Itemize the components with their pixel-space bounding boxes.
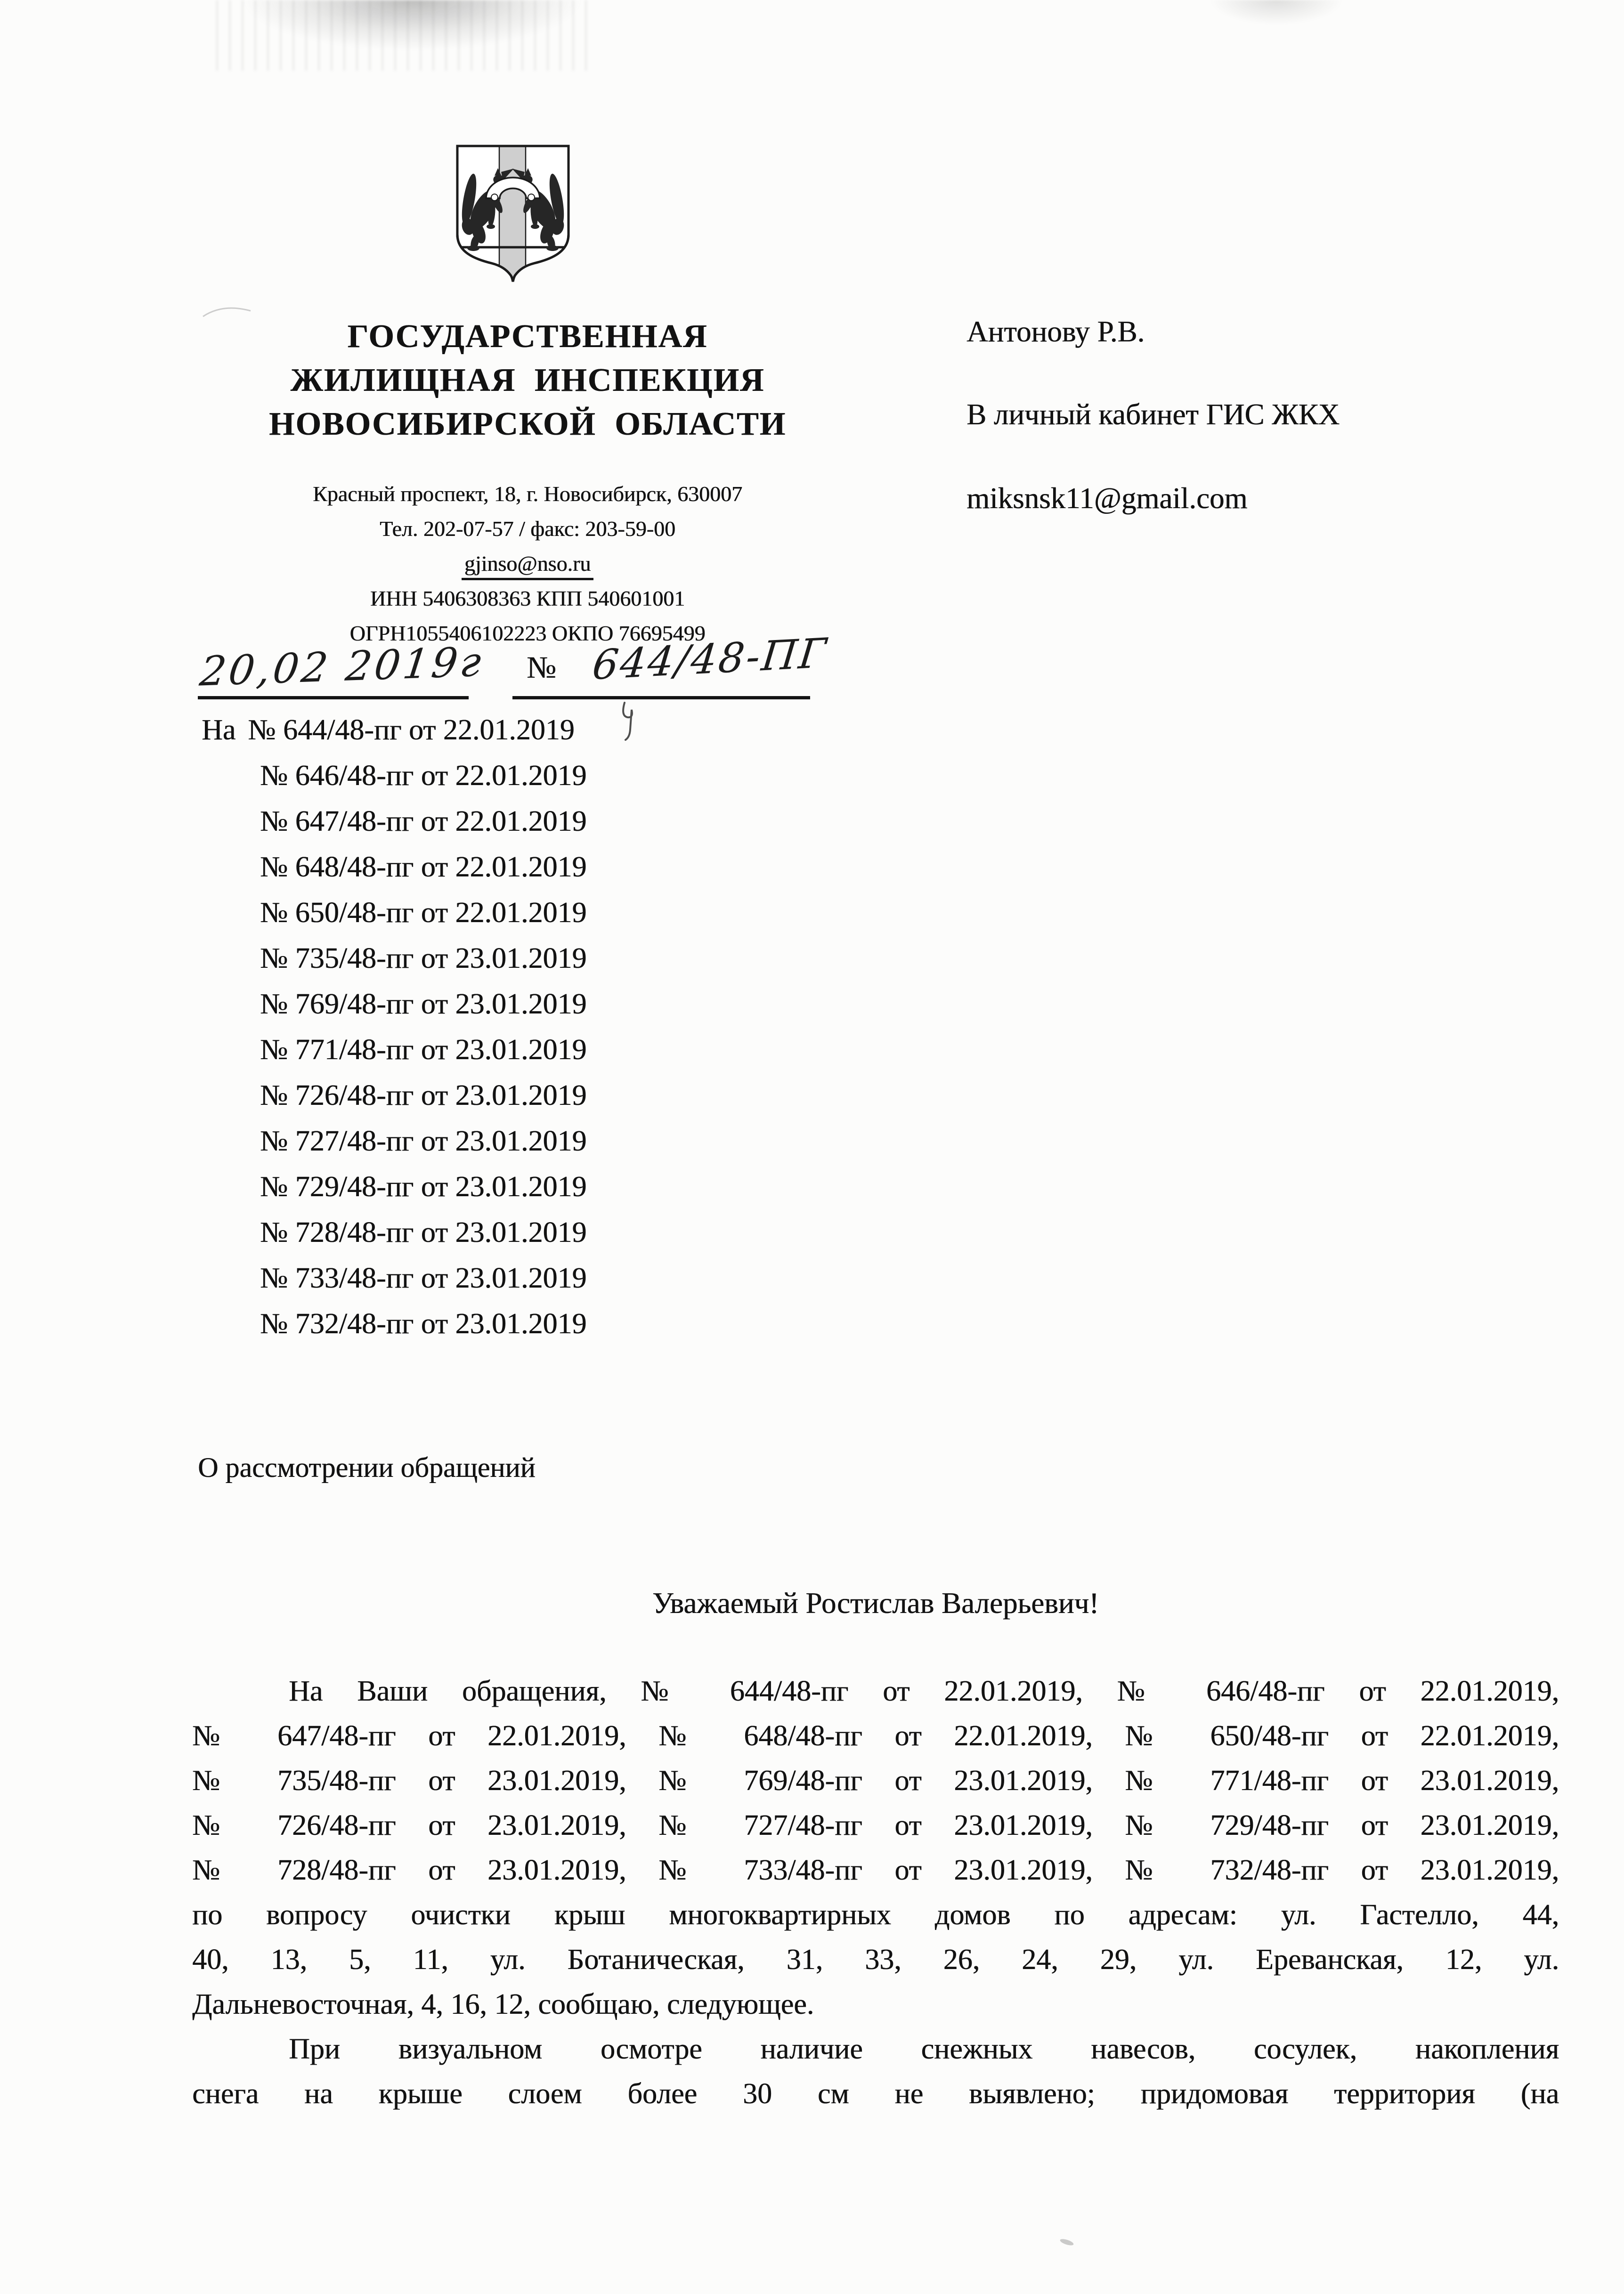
org-phone: Тел. 202-07-57 / факс: 203-59-00 xyxy=(380,517,675,541)
reference-number: № 726/48-пг от 23.01.2019 xyxy=(260,1079,587,1111)
reference-number: № 728/48-пг от 23.01.2019 xyxy=(260,1216,587,1248)
reference-number: № 644/48-пг от 22.01.2019 xyxy=(248,714,575,746)
reference-line xyxy=(202,1164,586,1210)
scan-smudge xyxy=(217,0,593,71)
number-sign: № xyxy=(527,650,556,685)
org-ogrn-okpo: ОГРН1055406102223 ОКПО 76695499 xyxy=(349,621,706,645)
reference-number: № 735/48-пг от 23.01.2019 xyxy=(260,942,587,974)
org-address: Красный проспект, 18, г. Новосибирск, 630007 xyxy=(312,482,743,506)
org-name-line: ГОСУДАРСТВЕННАЯ xyxy=(347,318,708,355)
reference-line xyxy=(202,799,586,844)
org-email: gjinso@nso.ru xyxy=(462,552,594,580)
body-line: № 726/48-пг от 23.01.2019, № 727/48-пг от 23.01.2019, № 729/48-пг от 23.01.2019, xyxy=(192,1809,1559,1841)
handwritten-mark xyxy=(618,700,651,742)
org-name-line: НОВОСИБИРСКОЙ ОБЛАСТИ xyxy=(268,406,787,442)
recipient-name: Антонову Р.В. xyxy=(966,315,1145,348)
reference-line xyxy=(202,936,586,981)
subject-line: О рассмотрении обращений xyxy=(198,1452,536,1483)
body-line: по вопросу очистки крыш многоквартирных домов по адресам: ул. Гастелло, 44, xyxy=(192,1899,1559,1931)
recipient-delivery-channel: В личный кабинет ГИС ЖКХ xyxy=(966,398,1340,431)
reference-number: № 650/48-пг от 22.01.2019 xyxy=(260,897,587,929)
letterhead-contacts xyxy=(160,477,895,651)
number-underline xyxy=(512,696,810,699)
org-email-line xyxy=(160,546,895,581)
reference-line xyxy=(202,1073,586,1119)
body-line: № 728/48-пг от 23.01.2019, № 733/48-пг от 23.01.2019, № 732/48-пг от 23.01.2019, xyxy=(192,1854,1559,1886)
reference-line xyxy=(202,707,586,753)
org-inn-kpp: ИНН 5406308363 КПП 540601001 xyxy=(370,586,685,610)
reference-line xyxy=(202,844,586,890)
reference-line xyxy=(202,1301,586,1347)
reference-number: № 729/48-пг от 23.01.2019 xyxy=(260,1171,587,1203)
reference-line xyxy=(202,981,586,1027)
scan-smudge xyxy=(1196,0,1356,33)
org-name xyxy=(160,315,895,446)
reference-number: № 727/48-пг от 23.01.2019 xyxy=(260,1125,587,1157)
reference-prefix: На xyxy=(202,714,236,746)
reference-number: № 648/48-пг от 22.01.2019 xyxy=(260,851,587,883)
handwritten-outgoing-number: 644/48-ПГ xyxy=(590,629,830,689)
coat-of-arms-icon xyxy=(454,143,572,284)
body-line: снега на крыше слоем более 30 см не выявлено; придомовая территория (на xyxy=(192,2078,1559,2110)
reference-line xyxy=(202,753,586,799)
body-line: № 647/48-пг от 22.01.2019, № 648/48-пг от 22.01.2019, № 650/48-пг от 22.01.2019, xyxy=(192,1720,1559,1752)
reference-line xyxy=(202,1027,586,1073)
reference-number: № 771/48-пг от 23.01.2019 xyxy=(260,1034,587,1066)
date-underline xyxy=(198,696,469,699)
scan-speck xyxy=(1059,2238,1074,2247)
reference-number: № 732/48-пг от 23.01.2019 xyxy=(260,1308,587,1340)
reference-number: № 733/48-пг от 23.01.2019 xyxy=(260,1262,587,1294)
body-line: При визуальном осмотре наличие снежных навесов, сосулек, накопления xyxy=(289,2033,1559,2065)
body-line: На Ваши обращения, № 644/48-пг от 22.01.2019, № 646/48-пг от 22.01.2019, xyxy=(289,1675,1559,1707)
body-line: № 735/48-пг от 23.01.2019, № 769/48-пг от 23.01.2019, № 771/48-пг от 23.01.2019, xyxy=(192,1765,1559,1797)
greeting-line: Уважаемый Ростислав Валерьевич! xyxy=(652,1587,1099,1620)
reference-line xyxy=(202,1119,586,1164)
handwritten-date: 20,02 2019г xyxy=(197,638,487,696)
reference-line xyxy=(202,1256,586,1301)
reference-number: № 646/48-пг от 22.01.2019 xyxy=(260,760,587,792)
reference-number: № 769/48-пг от 23.01.2019 xyxy=(260,988,587,1020)
reference-number: № 647/48-пг от 22.01.2019 xyxy=(260,805,587,837)
body-line: Дальневосточная, 4, 16, 12, сообщаю, следующее. xyxy=(192,1988,814,2020)
org-name-line: ЖИЛИЩНАЯ ИНСПЕКЦИЯ xyxy=(290,362,765,398)
body-line: 40, 13, 5, 11, ул. Ботаническая, 31, 33, 26, 24, 29, ул. Ереванская, 12, ул. xyxy=(192,1944,1559,1976)
reference-line xyxy=(202,890,586,936)
reference-list xyxy=(202,707,586,1347)
reference-line xyxy=(202,1210,586,1256)
recipient-email: miksnsk11@gmail.com xyxy=(966,482,1248,515)
